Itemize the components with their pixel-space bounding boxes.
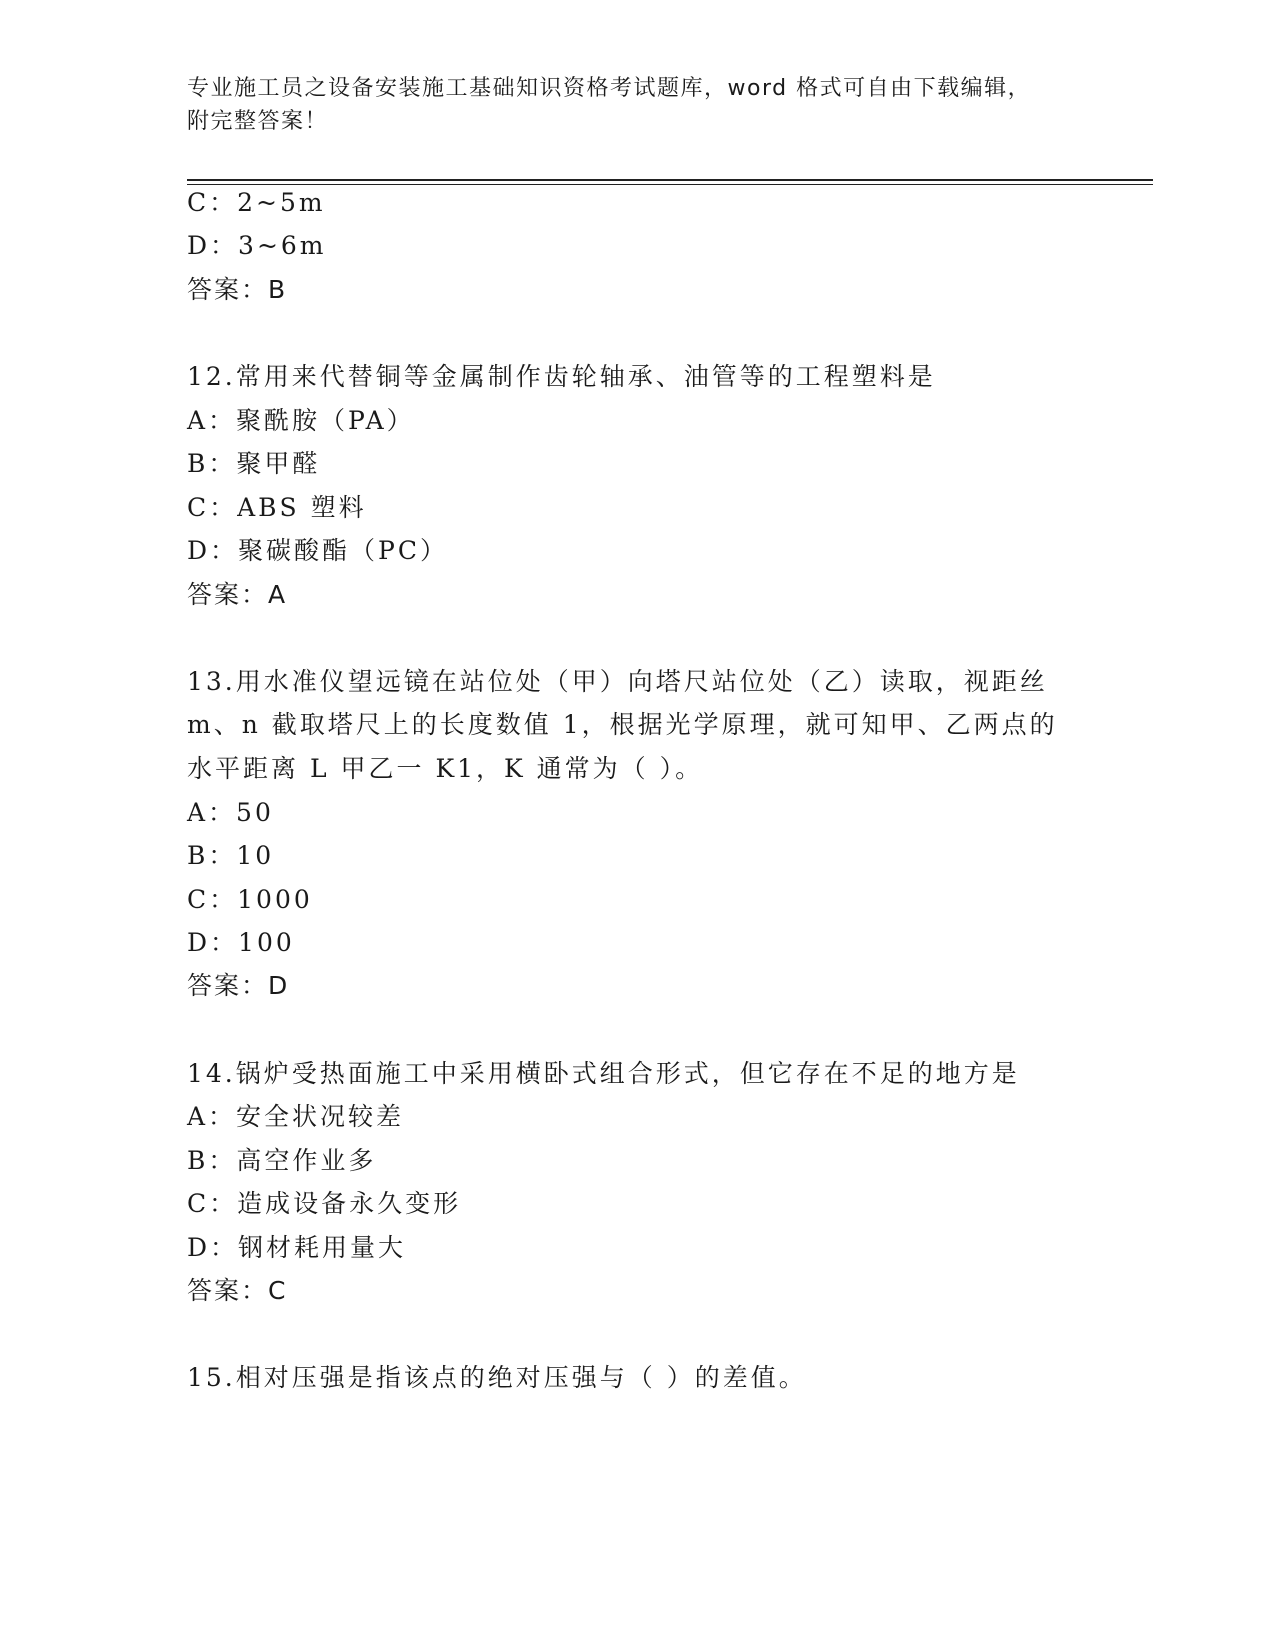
q14-answer: 答案：C bbox=[187, 1276, 288, 1305]
q12-stem: 12.常用来代替铜等金属制作齿轮轴承、油管等的工程塑料是 bbox=[187, 362, 936, 391]
q14-stem: 14.锅炉受热面施工中采用横卧式组合形式，但它存在不足的地方是 bbox=[187, 1059, 1020, 1088]
q13-option-d: D：100 bbox=[187, 928, 295, 957]
q11-answer: 答案：B bbox=[187, 275, 288, 304]
q14-option-b: B：高空作业多 bbox=[187, 1146, 377, 1175]
q15-stem: 15.相对压强是指该点的绝对压强与（ ）的差值。 bbox=[187, 1363, 807, 1392]
q12-answer: 答案：A bbox=[187, 580, 288, 609]
q14-option-c: C：造成设备永久变形 bbox=[187, 1189, 462, 1218]
q13-option-a: A：50 bbox=[187, 798, 274, 827]
q13-option-c: C：1000 bbox=[187, 885, 313, 914]
q13-stem-line-1: 13.用水准仪望远镜在站位处（甲）向塔尺站位处（乙）读取，视距丝 bbox=[187, 667, 1048, 696]
header-title-line-1: 专业施工员之设备安装施工基础知识资格考试题库，word 格式可自由下载编辑， bbox=[187, 76, 1032, 101]
header-divider-thick bbox=[187, 179, 1153, 181]
q12-option-a: A：聚酰胺（PA） bbox=[187, 406, 415, 435]
q13-option-b: B：10 bbox=[187, 841, 275, 870]
q13-answer: 答案：D bbox=[187, 971, 290, 1000]
q14-option-d: D：钢材耗用量大 bbox=[187, 1233, 407, 1262]
q13-stem-line-2: m、n 截取塔尺上的长度数值 1，根据光学原理，就可知甲、乙两点的 bbox=[187, 710, 1058, 739]
q11-option-d: D：3~6m bbox=[187, 231, 327, 260]
q12-option-d: D：聚碳酸酯（PC） bbox=[187, 536, 448, 565]
q12-option-b: B：聚甲醛 bbox=[187, 449, 321, 478]
header-divider-thin bbox=[187, 184, 1153, 185]
page-header bbox=[187, 72, 1067, 138]
q14-option-a: A：安全状况较差 bbox=[187, 1102, 405, 1131]
header-title-line-2: 附完整答案！ bbox=[187, 109, 329, 134]
q13-stem-line-3: 水平距离 L 甲乙一 K1，K 通常为（ ）。 bbox=[187, 754, 704, 783]
q12-option-c: C：ABS 塑料 bbox=[187, 493, 367, 522]
q11-option-c: C：2~5m bbox=[187, 188, 326, 217]
